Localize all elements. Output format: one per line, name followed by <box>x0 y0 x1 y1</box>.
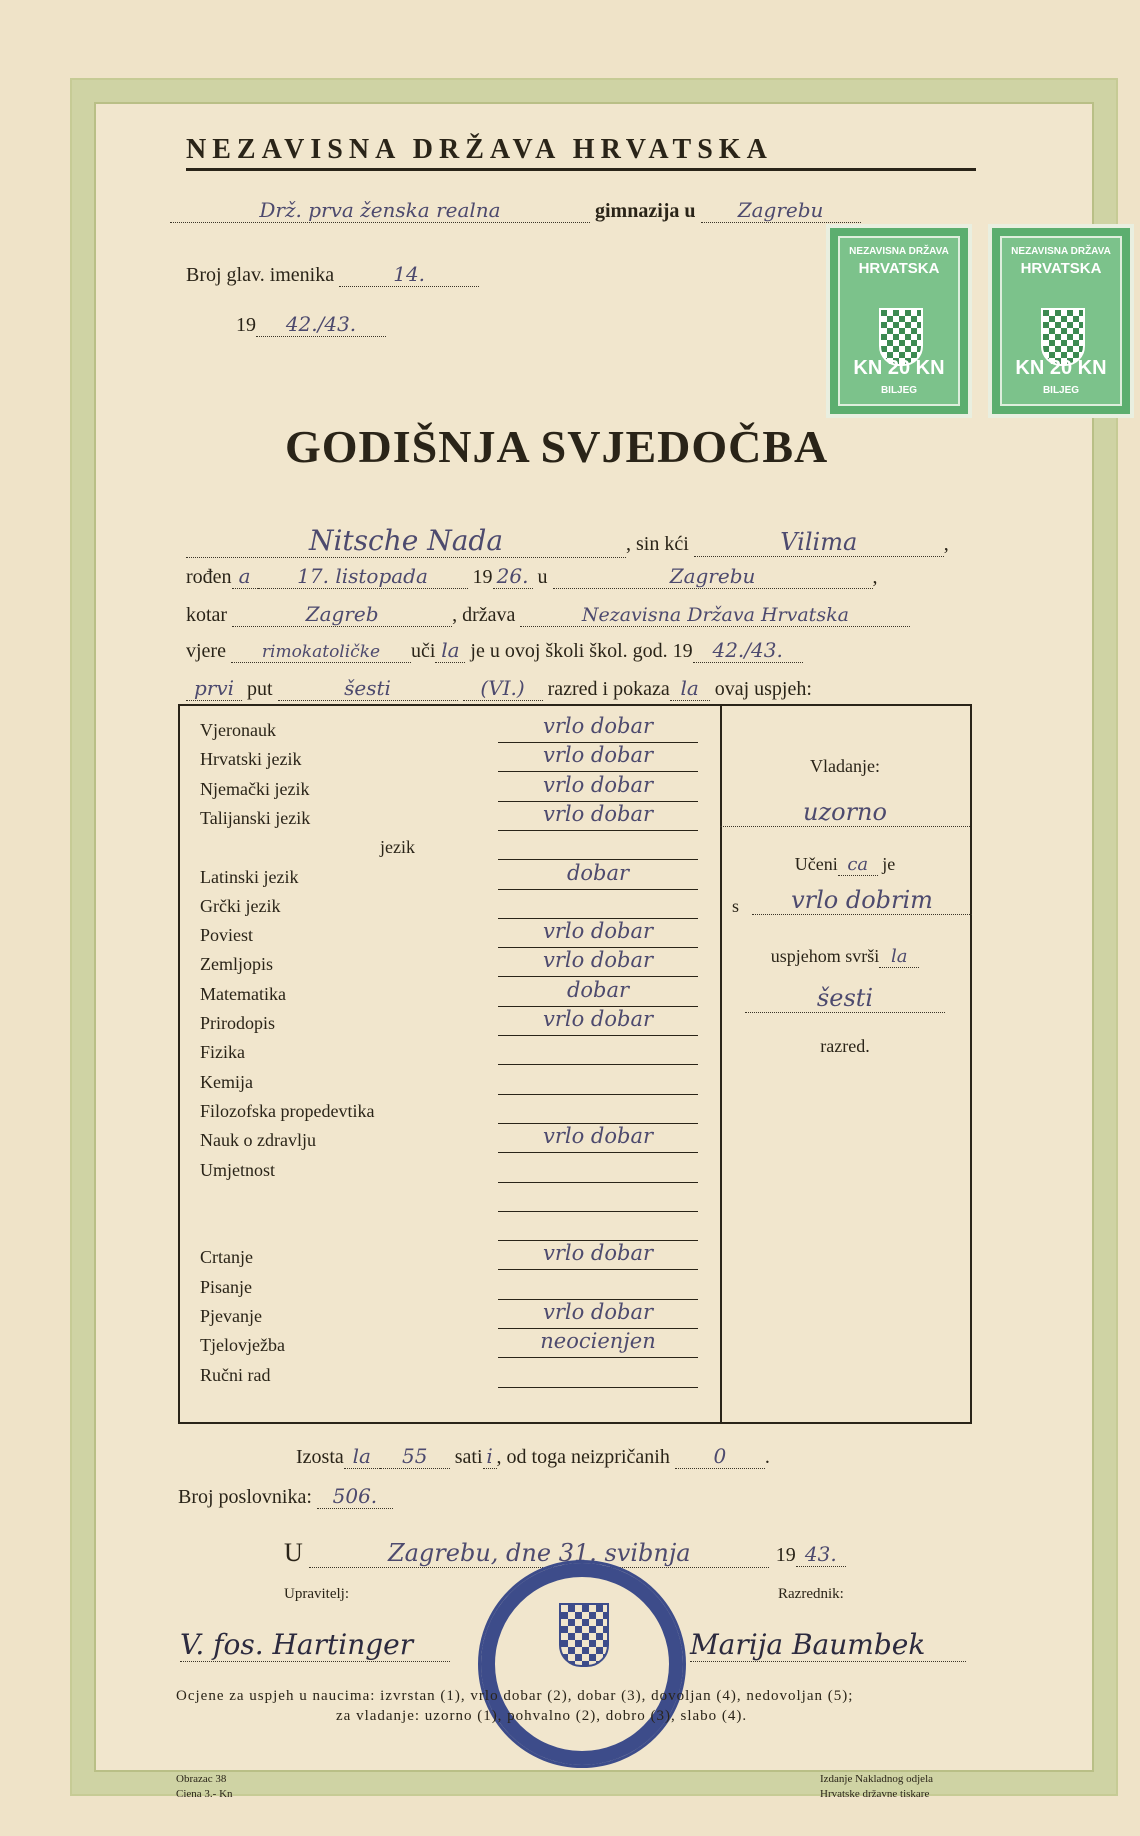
completed-label: uspjehom svrši <box>770 946 880 966</box>
subjects-column <box>180 706 722 1422</box>
subject-label: Pisanje <box>200 1276 252 1297</box>
subject-grade <box>498 831 698 860</box>
hours-suffix: i <box>483 1444 497 1469</box>
subject-label: Poviest <box>200 925 254 946</box>
subject-label: Vjeronauk <box>200 720 276 740</box>
ledger-line <box>178 1484 393 1509</box>
district: Zagreb <box>232 602 452 627</box>
state-title: NEZAVISNA DRŽAVA HRVATSKA <box>186 134 976 171</box>
subject-label: Talijanski jezik <box>200 807 311 828</box>
place-year: 43. <box>796 1542 846 1567</box>
subject-grade: vrlo dobar <box>498 1300 698 1329</box>
place-date: Zagrebu, dne 31. svibnja <box>309 1539 769 1568</box>
year-prefix: 19 <box>236 314 256 336</box>
success-value: vrlo dobrim <box>752 886 972 915</box>
unexcused-label: , od toga neizpričanih <box>496 1446 670 1468</box>
state-label: , država <box>452 604 516 626</box>
subject-label: Umjetnost <box>200 1159 275 1180</box>
student-name: Nitsche Nada <box>186 524 626 558</box>
class-word: razred. <box>820 1036 870 1056</box>
student-verb: je <box>882 854 896 874</box>
born-in: u <box>537 566 548 588</box>
district-line <box>186 602 910 627</box>
subject-grade: dobar <box>498 978 698 1007</box>
absence-line: Izosta la 55 sati i , od toga neizpričanih 0 . <box>296 1444 770 1468</box>
stamp-bottom: BILJEG <box>880 385 918 396</box>
subject-grade: vrlo dobar <box>498 1241 698 1270</box>
subject-label: Crtanje <box>200 1247 253 1268</box>
grade-word: šesti <box>278 676 458 701</box>
grading-scale-1: Ocjene za uspjeh u naucima: izvrstan (1), vrlo dobar (2), dobar (3), dovoljan (4), nedovoljan (5); <box>176 1688 854 1704</box>
class-end: ovaj uspjeh: <box>714 678 812 700</box>
ledger-label: Broj poslovnika: <box>178 1486 312 1508</box>
stamp-value: KN 20 KN <box>1015 357 1107 379</box>
subject-label: Nauk o zdravlju <box>200 1130 316 1151</box>
subject-grade: vrlo dobar <box>498 714 698 743</box>
stamp-title: NEZAVISNA DRŽAVA <box>849 246 949 257</box>
born-date: 17. listopada <box>258 564 468 589</box>
son-daughter: , sin kći <box>626 533 689 555</box>
behaviour-label: Vladanje: <box>810 756 880 776</box>
document-title: GODIŠNJA SVJEDOČBA <box>285 421 829 472</box>
subject-grade <box>498 1183 698 1212</box>
subject-label: Filozofska propedevtika <box>200 1100 375 1121</box>
grade-roman: (VI.) <box>463 676 543 701</box>
place-prefix: U <box>284 1538 303 1567</box>
subject-grade <box>498 1359 698 1388</box>
parent-name: Vilima <box>694 528 944 557</box>
stamp-name: HRVATSKA <box>858 260 940 277</box>
revenue-stamp <box>988 224 1134 418</box>
form-info <box>176 1772 233 1802</box>
student-label: Učeni <box>794 854 838 874</box>
time-label: put <box>247 678 273 700</box>
studied-label: uči <box>410 640 436 662</box>
subject-grade: neocienjen <box>498 1329 698 1358</box>
school-word: gimnazija u <box>595 200 696 222</box>
faith-label: vjere <box>186 640 226 662</box>
subject-grade <box>498 1271 698 1300</box>
subject-label: Matematika <box>200 983 286 1004</box>
stamp-bottom: BILJEG <box>1042 385 1080 396</box>
grades-table <box>178 704 972 1424</box>
absent-suffix: la <box>344 1444 380 1469</box>
country: Nezavisna Država Hrvatska <box>520 604 910 627</box>
form-number: Obrazac 38 <box>176 1773 227 1785</box>
subject-grade <box>498 1154 698 1183</box>
hours-label: sati <box>454 1446 483 1468</box>
district-label: kotar <box>186 604 228 626</box>
with-word: s <box>732 896 740 916</box>
subject-label: Ručni rad <box>200 1364 271 1385</box>
born-year-prefix: 19 <box>472 566 493 588</box>
school-prefix: Drž. prva ženska realna <box>170 198 590 223</box>
subject-grade: vrlo dobar <box>498 1007 698 1036</box>
faith-line <box>186 638 803 663</box>
subject-grade: vrlo dobar <box>498 743 698 772</box>
subject-label: Hrvatski jezik <box>200 749 302 770</box>
born-label: rođen <box>186 566 232 588</box>
subject-label: Fizika <box>200 1042 245 1063</box>
subject-grade: dobar <box>498 861 698 890</box>
price: Ciena 3.- Kn <box>176 1788 233 1800</box>
subject-label: Pjevanje <box>200 1306 262 1326</box>
stamp-title: NEZAVISNA DRŽAVA <box>1011 246 1111 257</box>
subject-grade <box>498 890 698 919</box>
subject-grade: vrlo dobar <box>498 1124 698 1153</box>
absent-label: Izosta <box>296 1446 344 1468</box>
place-year-prefix: 19 <box>775 1544 796 1566</box>
behaviour-value: uzorno <box>720 798 970 827</box>
subject-label: Grčki jezik <box>200 895 281 916</box>
subject-grade <box>498 1036 698 1065</box>
subject-grade <box>498 1095 698 1124</box>
completed-class: šesti <box>745 984 945 1013</box>
completed-suffix: la <box>879 946 919 968</box>
class-suffix: la <box>670 676 710 701</box>
unexcused: 0 <box>675 1444 765 1469</box>
subject-label: Njemački jezik <box>200 778 310 799</box>
subject-grade: vrlo dobar <box>498 802 698 831</box>
subject-grade: vrlo dobar <box>498 919 698 948</box>
subject-grade: vrlo dobar <box>498 773 698 802</box>
revenue-stamp <box>826 224 972 418</box>
subject-label: Kemija <box>200 1071 253 1092</box>
coat-of-arms-icon <box>559 1603 609 1667</box>
subject-grade <box>498 1212 698 1241</box>
school-city: Zagrebu <box>701 198 861 223</box>
subject-label: Tjelovježba <box>200 1335 285 1356</box>
year-value: 42./43. <box>256 312 386 337</box>
principal-label: Upravitelj: <box>284 1586 349 1602</box>
teacher-signature: Marija Baumbek <box>690 1628 966 1662</box>
born-line: rođen a 17. listopada 19 26. u Zagrebu , <box>186 564 878 588</box>
register-line <box>186 262 479 287</box>
class-label: razred i pokaza <box>547 678 670 700</box>
subject-label: jezik <box>380 837 415 858</box>
subject-label: Latinski jezik <box>200 866 299 887</box>
stamp-name: HRVATSKA <box>1020 260 1102 277</box>
born-city: Zagrebu <box>553 564 873 589</box>
time: prvi <box>186 676 242 701</box>
school-seal <box>478 1560 686 1768</box>
subject-label: Prirodopis <box>200 1013 276 1033</box>
studied-suffix: la <box>435 638 465 663</box>
name-line: Nitsche Nada , sin kći Vilima , <box>186 524 949 558</box>
register-number: 14. <box>339 262 479 287</box>
faith: rimokatoličke <box>231 642 411 663</box>
completed-line <box>720 946 970 968</box>
stamp-value: KN 20 KN <box>853 357 945 379</box>
teacher-label: Razrednik: <box>778 1586 844 1602</box>
school-line <box>170 198 861 223</box>
subject-grade <box>498 1066 698 1095</box>
ledger: 506. <box>317 1484 393 1509</box>
principal-signature: V. fos. Hartinger <box>180 1628 450 1662</box>
student-line <box>720 854 970 876</box>
absent-hours: 55 <box>380 1444 450 1469</box>
school-year: 42./43. <box>693 638 803 663</box>
school-year-label: je u ovoj školi škol. god. 19 <box>470 640 693 662</box>
subject-grade: vrlo dobar <box>498 948 698 977</box>
student-suffix: ca <box>838 854 878 876</box>
publisher-info <box>820 1772 933 1802</box>
year-line <box>236 312 386 337</box>
class-line <box>186 676 812 701</box>
subject-label: Zemljopis <box>200 954 273 975</box>
born-year: 26. <box>493 564 533 589</box>
register-label: Broj glav. imenika <box>186 264 335 286</box>
publisher-line-1: Izdanje Nakladnog odjela <box>820 1773 934 1785</box>
grading-scale-2: za vladanje: uzorno (1), pohvalno (2), dobro (3), slabo (4). <box>336 1708 748 1724</box>
publisher-line-2: Hrvatske državne tiskare <box>820 1788 930 1800</box>
born-suffix: a <box>232 564 258 589</box>
